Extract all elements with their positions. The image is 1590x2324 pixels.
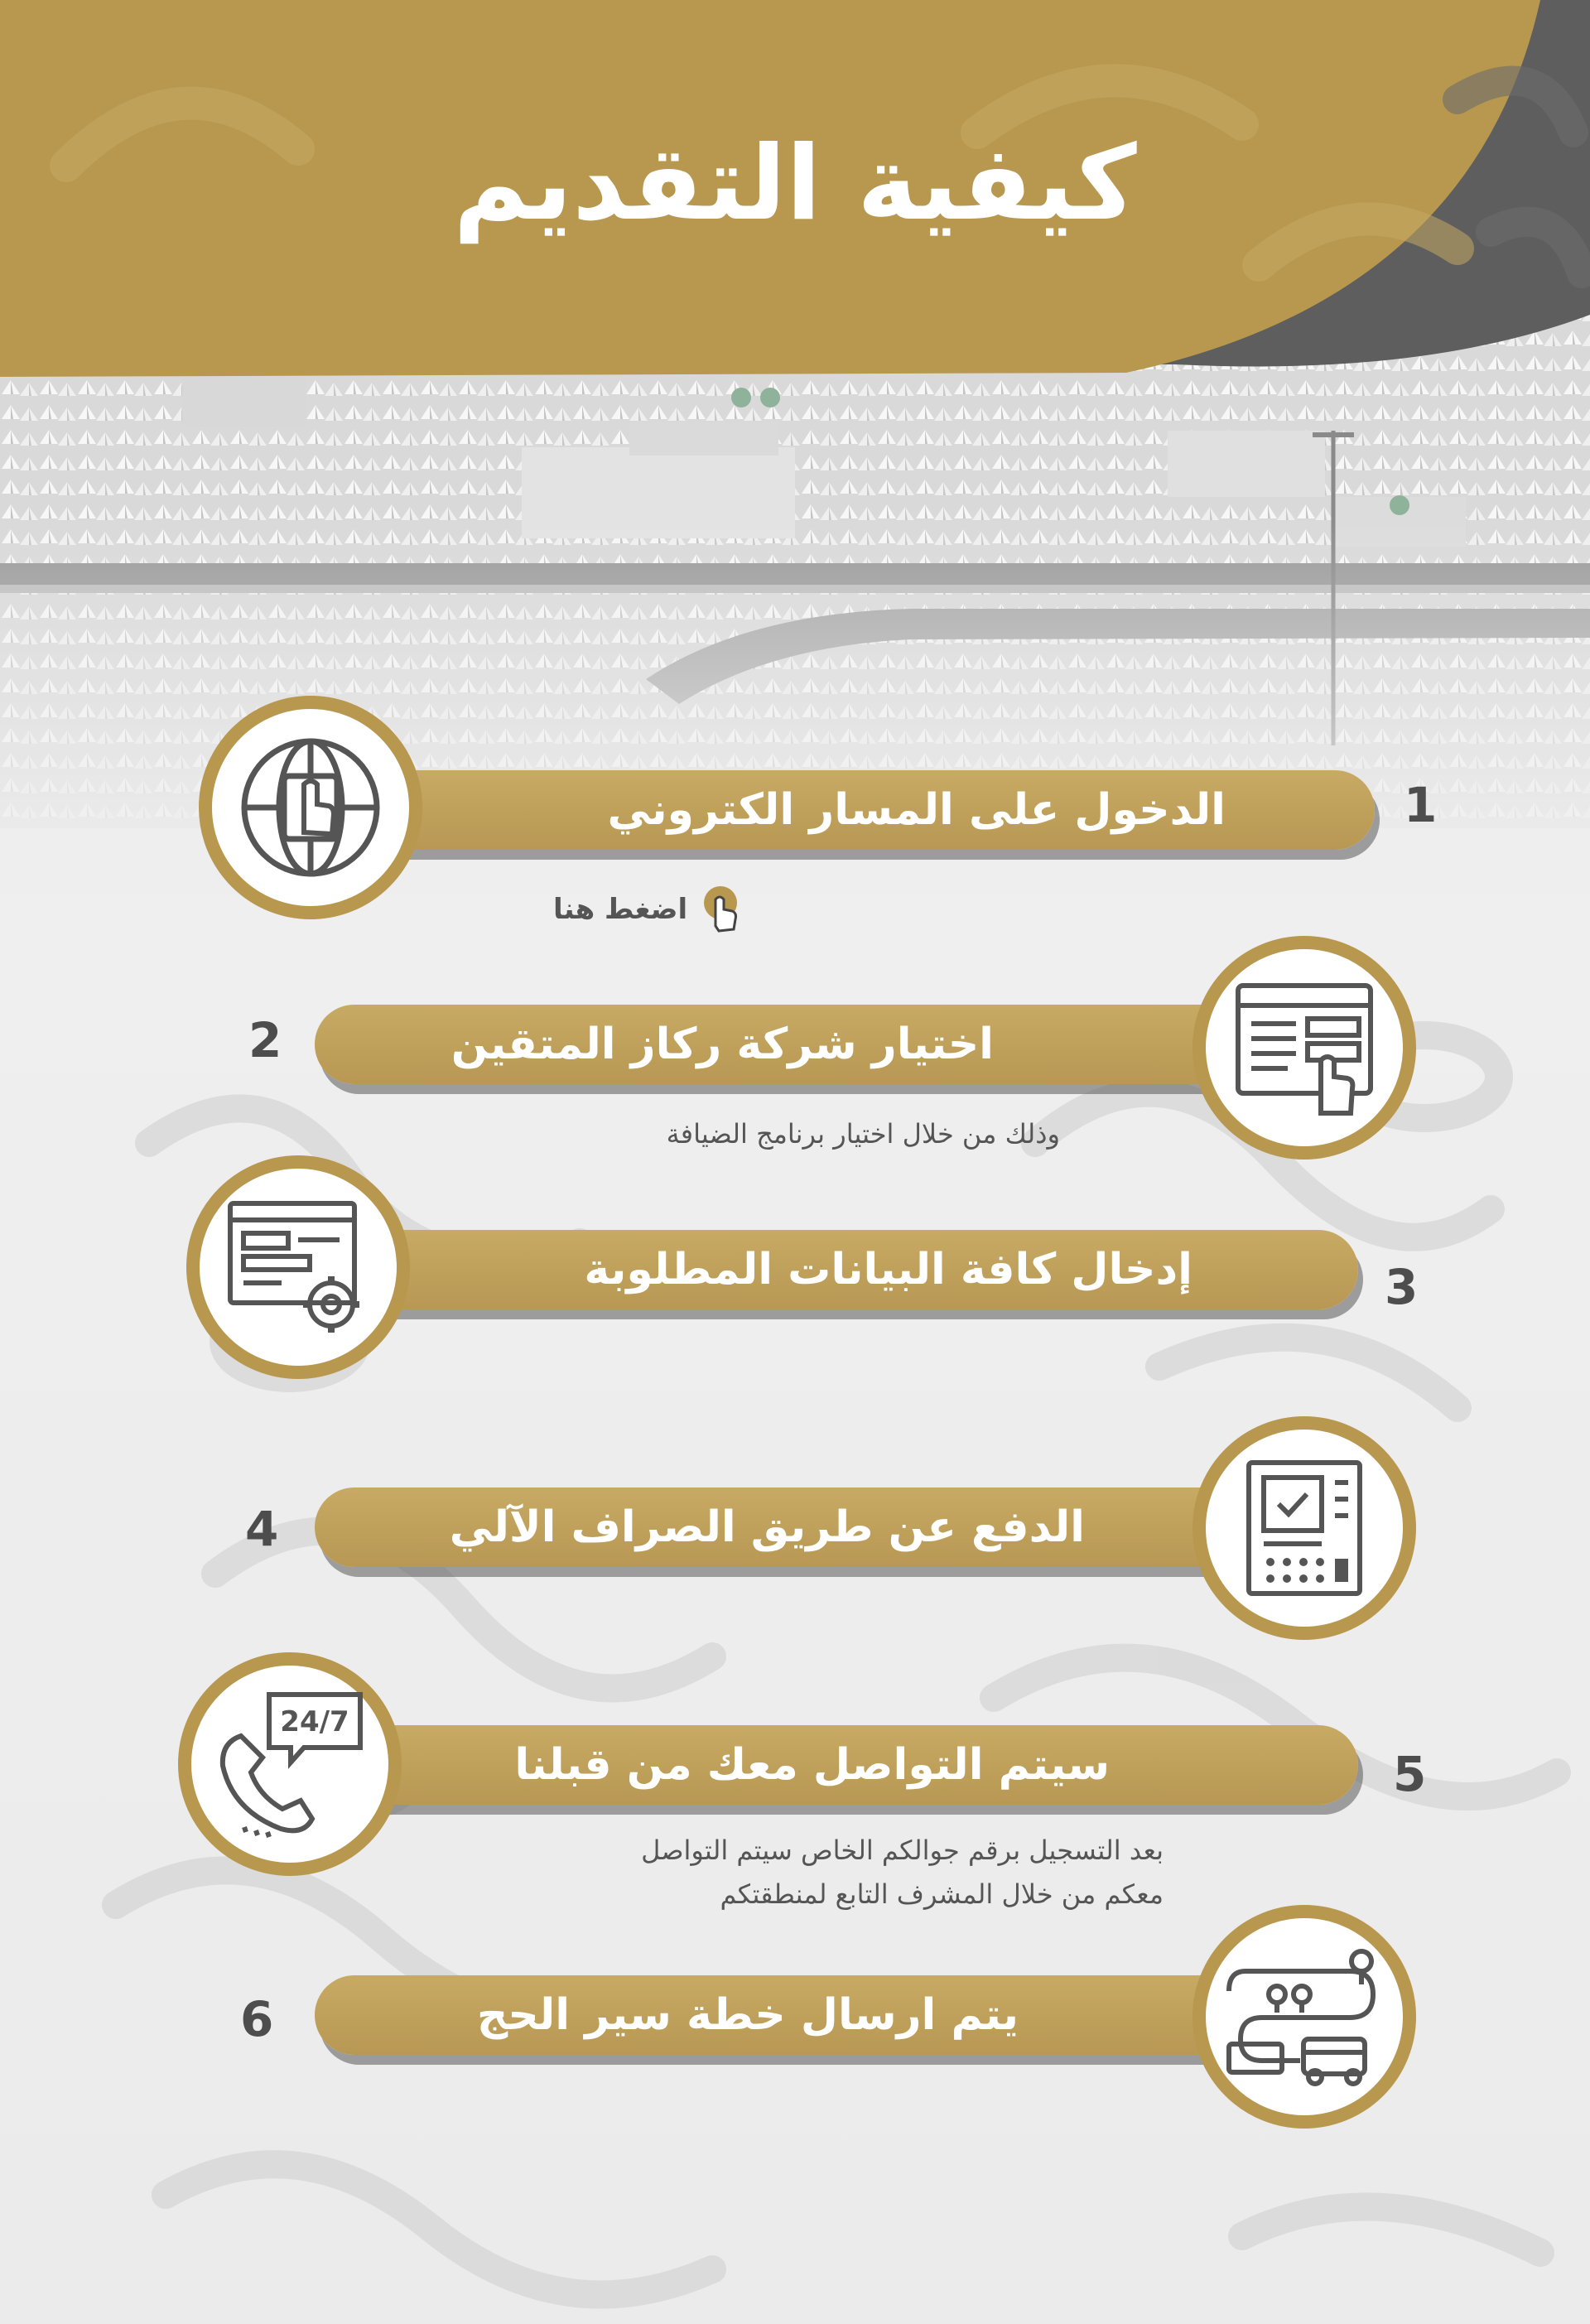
step-5-label: سيتم التواصل معك من قبلنا — [514, 1740, 1110, 1790]
phone-247-icon — [211, 1690, 369, 1839]
step-3-label: إدخال كافة البيانات المطلوبة — [584, 1245, 1192, 1295]
step-5-note-line-1: بعد التسجيل برقم جوالكم الخاص سيتم التواصل — [641, 1835, 1164, 1866]
atm-icon — [1242, 1458, 1366, 1598]
globe-hand-icon — [236, 733, 385, 882]
step-4-icon-circle — [1192, 1416, 1416, 1640]
route-bus-icon — [1226, 1946, 1383, 2087]
step-1-label: الدخول على المسار الكتروني — [607, 785, 1226, 835]
step-1-number: 1 — [1404, 777, 1438, 833]
step-5-icon-circle — [178, 1652, 402, 1876]
step-3-icon-circle — [186, 1155, 410, 1379]
step-4-number: 4 — [245, 1501, 279, 1557]
step-2-icon-circle — [1192, 936, 1416, 1160]
step-2-number: 2 — [248, 1012, 282, 1068]
step-3-banner — [248, 1230, 1358, 1309]
step-6-number: 6 — [240, 1991, 274, 2047]
step-6-label: يتم ارسال خطة سير الحج — [476, 1990, 1019, 2040]
form-gear-icon — [224, 1197, 373, 1338]
step-5-banner — [248, 1725, 1358, 1805]
step-1-icon-circle — [199, 696, 422, 919]
step-3-number: 3 — [1385, 1259, 1419, 1315]
step-5-note-line-2: معكم من خلال المشرف التابع لمنطقتكم — [720, 1878, 1164, 1910]
step-5-number: 5 — [1393, 1746, 1427, 1802]
page-title: كيفية التقديم — [453, 124, 1137, 243]
click-here-link[interactable] — [553, 885, 742, 934]
step-2-label: اختيار شركة ركاز المتقين — [450, 1020, 994, 1069]
click-here-label: اضغط هنا — [553, 893, 688, 926]
svg-text:24/7: 24/7 — [280, 1705, 349, 1738]
web-form-icon — [1230, 977, 1379, 1118]
step-2-note: وذلك من خلال اختيار برنامج الضيافة — [666, 1118, 1060, 1150]
pointer-hand-icon — [702, 885, 742, 934]
step-4-label: الدفع عن طريق الصراف الآلي — [449, 1502, 1085, 1552]
step-6-icon-circle — [1192, 1905, 1416, 2129]
